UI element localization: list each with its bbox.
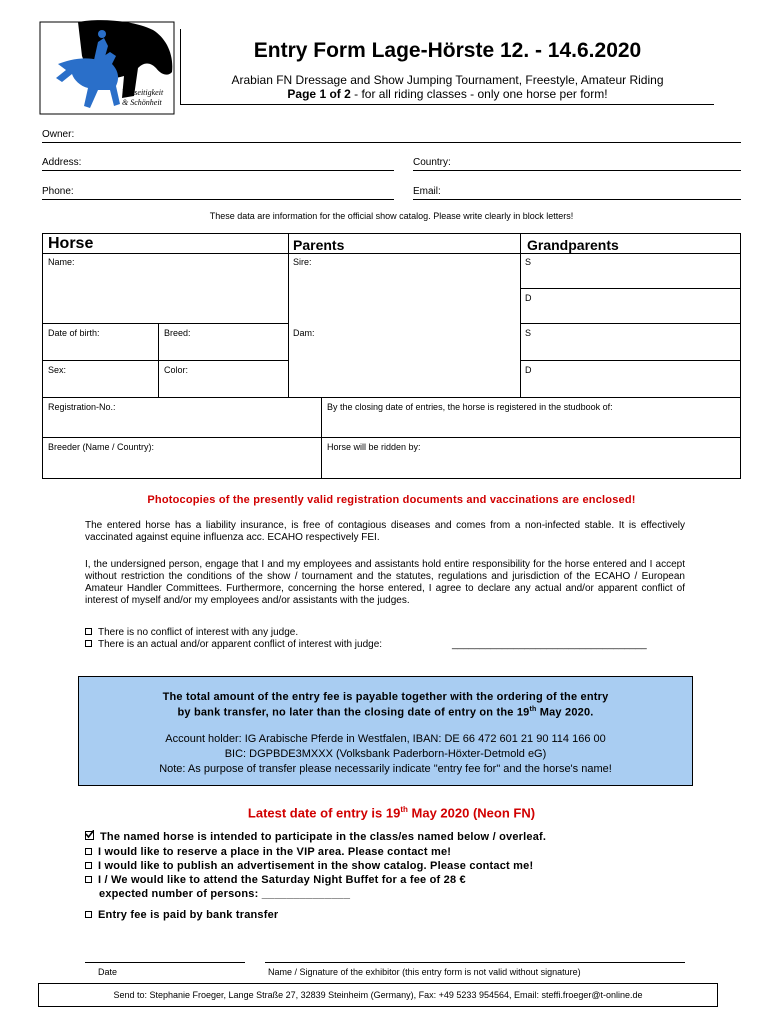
logo-text-2: & Schönheit — [122, 98, 162, 107]
date-label: Date — [98, 967, 118, 977]
name-cell[interactable] — [43, 253, 288, 324]
signature-field[interactable] — [265, 962, 685, 963]
check-icon — [85, 830, 94, 839]
address-label: Address: — [42, 157, 82, 168]
phone-label: Phone: — [42, 186, 74, 197]
vip-checkbox[interactable] — [85, 848, 92, 855]
dob-label: Date of birth: — [48, 328, 100, 338]
dam-cell[interactable] — [288, 324, 520, 398]
account-holder: Account holder: IG Arabische Pferde in Westfalen, IBAN: DE 66 472 601 21 90 114 166 00 — [165, 733, 606, 745]
participate-checkbox[interactable] — [85, 831, 94, 840]
subtitle: Arabian FN Dressage and Show Jumping Tournament, Freestyle, Amateur Riding — [231, 73, 664, 87]
insurance-paragraph: The entered horse has a liability insurance, is free of contagious diseases and comes from a non-infected stable. It is effectively vaccinated against equine influenza acc. ECAHO respectively FEI. — [85, 520, 685, 543]
dam-label: Dam: — [293, 328, 315, 338]
advertisement-checkbox[interactable] — [85, 862, 92, 869]
studbook-cell[interactable] — [322, 398, 740, 438]
advertisement-label: I would like to publish an advertisement in the show catalog. Please contact me! — [98, 860, 534, 872]
breeder-label: Breeder (Name / Country): — [48, 442, 155, 452]
fee-box — [78, 676, 693, 786]
vip-label: I would like to reserve a place in the VIP area. Please contact me! — [98, 846, 452, 858]
buffet-persons-field[interactable]: ______________ — [261, 888, 351, 900]
name-label: Name: — [48, 257, 75, 267]
bank-transfer-checkbox[interactable] — [85, 911, 92, 918]
photocopies-notice: Photocopies of the presently valid registration documents and vaccinations are enclosed! — [147, 494, 636, 506]
header-grandparents: Grandparents — [527, 237, 619, 253]
grandsire-s1-cell[interactable] — [520, 253, 740, 289]
color-cell[interactable] — [159, 361, 288, 398]
breed-cell[interactable] — [159, 324, 288, 361]
fee-line-2 — [79, 706, 692, 719]
fee-line-1: The total amount of the entry fee is payable together with the ordering of the entry — [162, 691, 609, 703]
fee-line-2-pre: by bank transfer, no later than the closing date of entry on the 19 — [177, 706, 530, 719]
conflict-checkbox[interactable] — [85, 640, 92, 647]
fee-line-2-sup: th — [529, 706, 537, 713]
sire-label: Sire: — [293, 257, 312, 267]
deadline-post: May 2020 (Neon FN) — [407, 805, 536, 821]
page-note: - for all riding classes - only one horse per form! — [350, 87, 608, 101]
granddam-d2-cell[interactable] — [520, 361, 740, 398]
option-buffet[interactable] — [85, 874, 466, 886]
ridden-by-cell[interactable] — [322, 438, 740, 478]
option-advertisement[interactable] — [85, 860, 533, 872]
horse-logo-icon — [38, 16, 176, 116]
buffet-checkbox[interactable] — [85, 876, 92, 883]
conflict-judge-field[interactable]: ___________________________________ — [452, 639, 647, 650]
buffet-label: I / We would like to attend the Saturday Night Buffet for a fee of 28 € — [98, 874, 466, 886]
email-field[interactable] — [413, 199, 741, 200]
logo-text-1: Vielseitigkeit — [122, 88, 164, 97]
sex-label: Sex: — [48, 365, 67, 375]
deadline-pre: Latest date of entry is 19 — [247, 805, 401, 821]
option-participate[interactable] — [85, 831, 546, 843]
address-field[interactable] — [42, 170, 394, 171]
breed-label: Breed: — [164, 328, 191, 338]
buffet-persons-label: expected number of persons: — [99, 888, 259, 900]
owner-field[interactable] — [42, 142, 741, 143]
s1-label: S — [525, 257, 532, 267]
date-field[interactable] — [85, 962, 245, 963]
owner-label: Owner: — [42, 129, 75, 140]
color-label: Color: — [164, 365, 189, 375]
logo — [38, 16, 176, 116]
catalog-note: These data are information for the official show catalog. Please write clearly in block letters! — [209, 211, 574, 221]
conflict-label: There is an actual and/or apparent conflict of interest with judge: — [98, 639, 383, 650]
email-label: Email: — [413, 186, 441, 197]
d2-label: D — [525, 365, 532, 375]
no-conflict-label: There is no conflict of interest with any judge. — [98, 627, 299, 638]
horse-table — [42, 233, 741, 479]
responsibility-paragraph: I, the undersigned person, engage that I and my employees and assistants hold entire responsibility for the horse entered and I accept without restriction the conditions of the show / tournament and the statutes, regulations and jurisdiction of the ECAHO / European Amateur Handler Committees. Furthermore, concerning the horse entered, I agree to declare any actual and/or apparent conflict of interest of myself and/or my employees and/or assistants with the judges. — [85, 559, 685, 606]
header-parents: Parents — [293, 237, 345, 253]
send-to-footer: Send to: Stephanie Froeger, Lange Straße 27, 32839 Steinheim (Germany), Fax: +49 5233 954564, Email: steffi.froeger@t-online.de — [38, 983, 718, 1007]
sex-cell[interactable] — [43, 361, 159, 398]
page-title: Entry Form Lage-Hörste 12. - 14.6.2020 — [253, 39, 642, 62]
signature-label: Name / Signature of the exhibitor (this entry form is not valid without signature) — [268, 967, 581, 977]
phone-field[interactable] — [42, 199, 394, 200]
option-bank-transfer[interactable] — [85, 909, 278, 921]
buffet-persons — [99, 888, 350, 900]
dob-cell[interactable] — [43, 324, 159, 361]
title-box — [180, 29, 714, 105]
granddam-d1-cell[interactable] — [520, 289, 740, 324]
no-conflict-checkbox[interactable] — [85, 628, 92, 635]
fee-line-2-post: May 2020. — [536, 706, 594, 719]
country-field[interactable] — [413, 170, 741, 171]
registration-label: Registration-No.: — [48, 402, 116, 412]
option-vip[interactable] — [85, 846, 451, 858]
s2-label: S — [525, 328, 532, 338]
country-label: Country: — [413, 157, 451, 168]
page-indicator — [181, 87, 714, 101]
d1-label: D — [525, 293, 532, 303]
ridden-by-label: Horse will be ridden by: — [327, 442, 421, 452]
registration-cell[interactable] — [43, 398, 322, 438]
bic-line: BIC: DGPBDE3MXXX (Volksbank Paderborn-Höxter-Detmold eG) — [224, 748, 547, 760]
sire-cell[interactable] — [288, 253, 520, 324]
studbook-label: By the closing date of entries, the horse is registered in the studbook of: — [327, 402, 613, 412]
deadline-heading — [42, 805, 741, 820]
grandsire-s2-cell[interactable] — [520, 324, 740, 361]
breeder-cell[interactable] — [43, 438, 322, 478]
page-number: Page 1 of 2 — [287, 87, 351, 101]
header-horse: Horse — [48, 235, 94, 252]
deadline-sup: th — [400, 805, 408, 814]
bank-transfer-label: Entry fee is paid by bank transfer — [98, 909, 279, 921]
no-conflict-option[interactable] — [85, 627, 685, 639]
participate-label: The named horse is intended to participate in the class/es named below / overleaf. — [100, 831, 547, 843]
transfer-note: Note: As purpose of transfer please necessarily indicate "entry fee for" and the horse's name! — [159, 763, 612, 775]
